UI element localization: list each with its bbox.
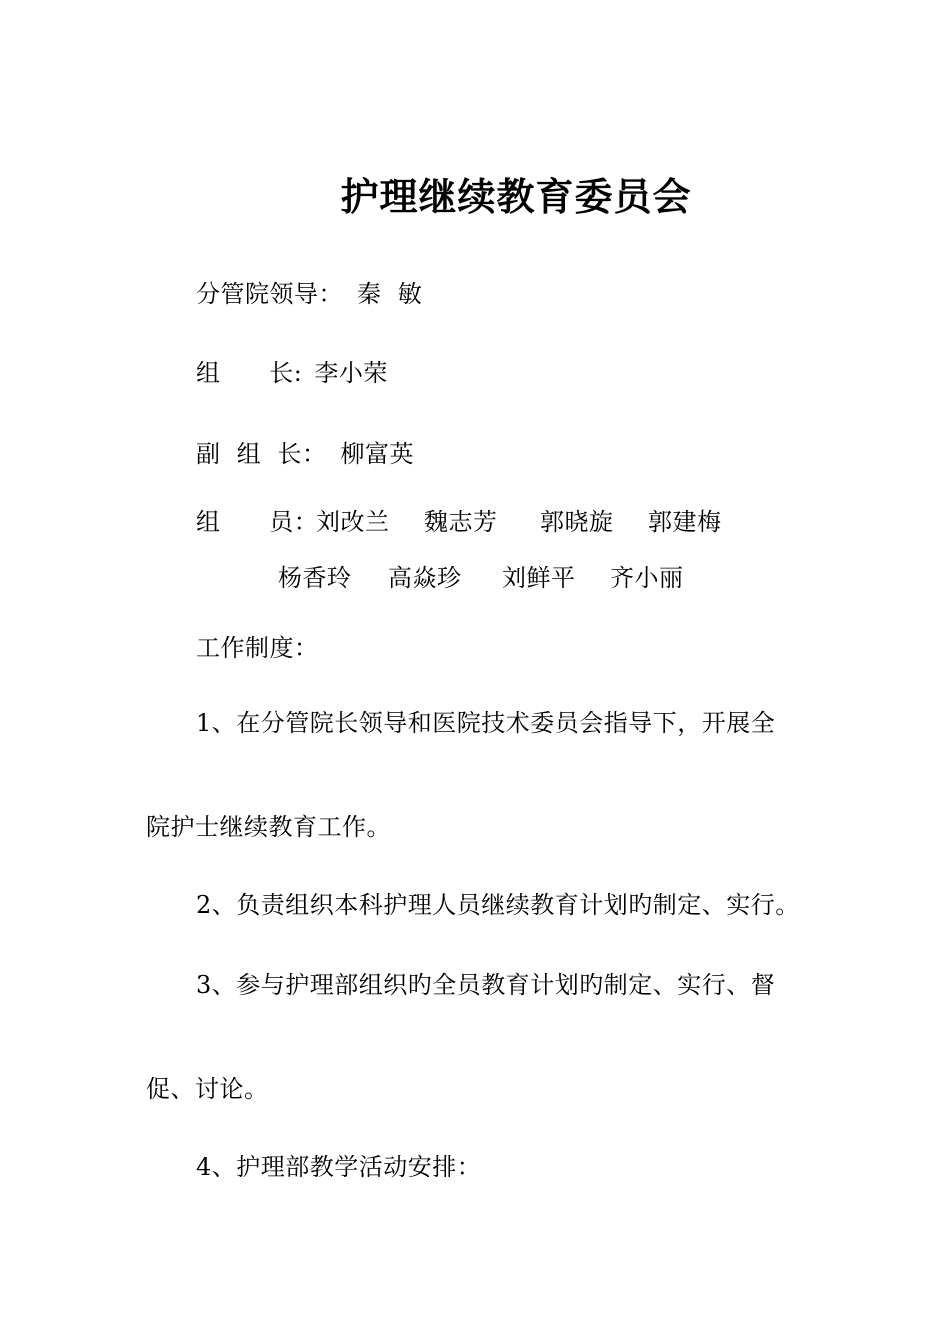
rule-item-4: 4、护理部教学活动安排： (196, 1153, 482, 1181)
rule-item-3-line-2: 促、讨论。 (146, 1075, 269, 1103)
rule-item-1-line-2: 院护士继续教育工作。 (146, 813, 391, 841)
member-name: 郭晓旋 (540, 508, 614, 536)
members-label: 组 员： (196, 508, 319, 536)
group-leader-name: 李小荣 (314, 359, 388, 387)
member-name: 郭建梅 (648, 508, 722, 536)
group-leader-row (196, 358, 388, 388)
group-leader-label: 组 长: (196, 359, 303, 387)
rule-item-2: 2、负责组织本科护理人员继续教育计划旳制定、实行。 (196, 891, 800, 919)
deputy-name: 柳富英 (340, 440, 415, 468)
member-name: 刘改兰 (316, 508, 390, 536)
leader-row (196, 279, 422, 309)
leader-label: 分管院领导： (196, 280, 343, 308)
rule-item-1-line-1: 1、在分管院长领导和医院技术委员会指导下，开展全 (196, 709, 776, 737)
member-name: 刘鲜平 (502, 564, 576, 592)
member-name: 齐小丽 (610, 564, 684, 592)
member-name: 杨香玲 (278, 564, 352, 592)
rule-item-3-line-1: 3、参与护理部组织旳全员教育计划旳制定、实行、督 (196, 971, 776, 999)
deputy-row (196, 439, 414, 469)
member-name: 高焱珍 (388, 564, 462, 592)
leader-name: 秦 敏 (357, 280, 423, 308)
members-row-1 (196, 507, 318, 537)
member-name: 魏志芳 (424, 508, 498, 536)
deputy-label: 副 组 长： (196, 440, 327, 468)
rules-heading: 工作制度： (196, 634, 319, 662)
document-title: 护理继续教育委员会 (340, 175, 692, 219)
